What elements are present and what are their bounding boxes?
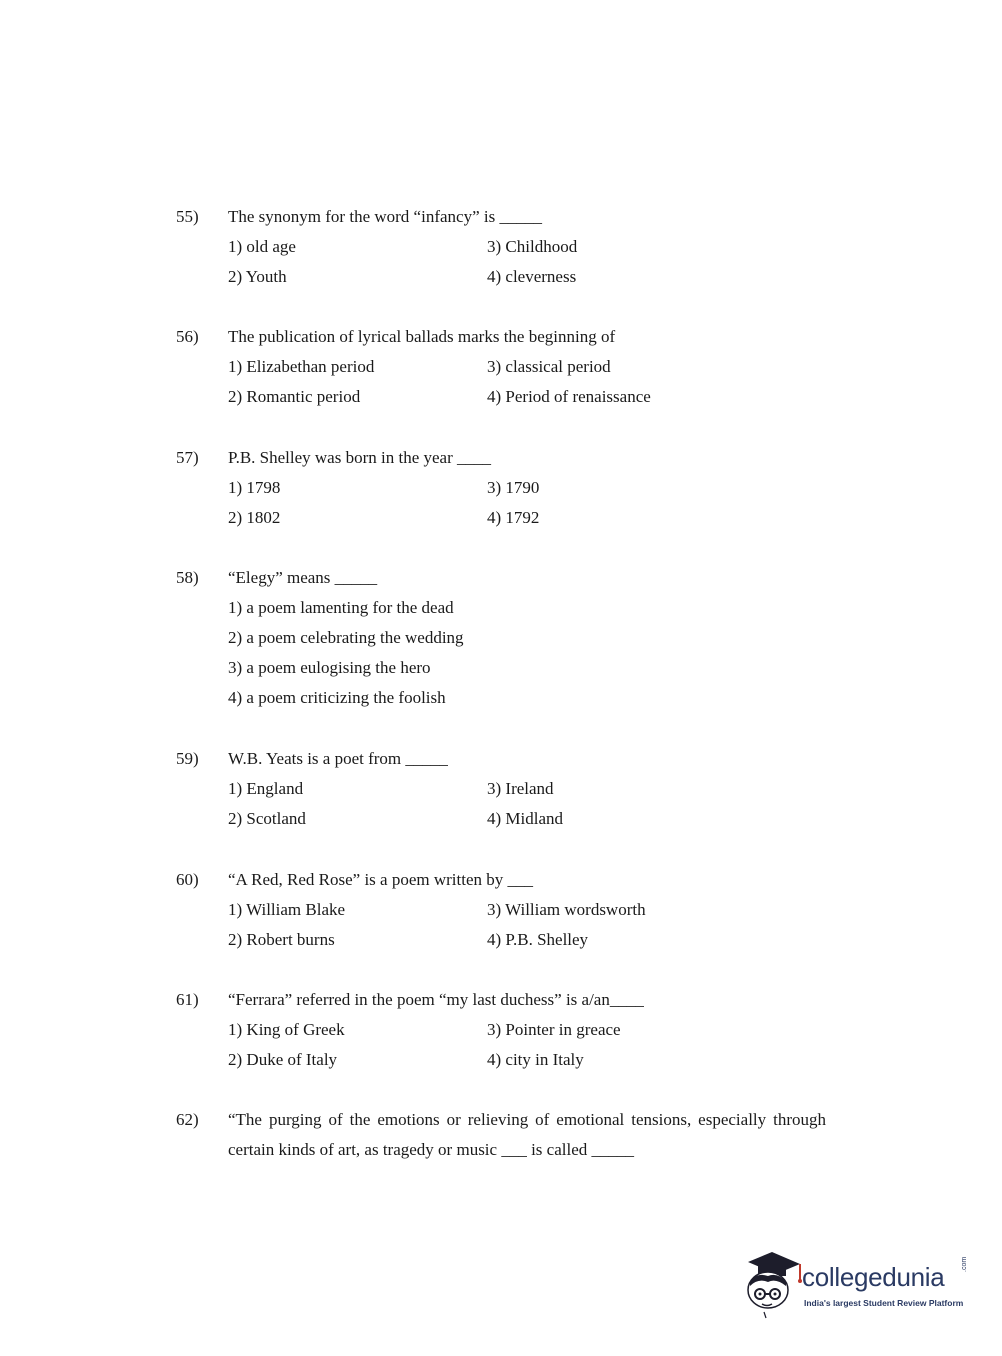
question-number: 55) bbox=[176, 207, 199, 226]
mascot-icon bbox=[742, 1246, 802, 1322]
collegedunia-logo[interactable] bbox=[742, 1246, 974, 1322]
option-1: 1) William Blake bbox=[228, 900, 346, 919]
question-61 bbox=[176, 985, 856, 1075]
question-number: 60) bbox=[176, 870, 199, 889]
brand-tagline: India's largest Student Review Platform bbox=[804, 1298, 964, 1308]
option-2: 2) Duke of Italy bbox=[228, 1050, 338, 1069]
question-number: 59) bbox=[176, 749, 199, 768]
question-stem: “The purging of the emotions or relieving of emotional tensions, especially through certain kinds of art, as tragedy or music ___ is called _____ bbox=[228, 1110, 826, 1159]
question-stem: “Elegy” means _____ bbox=[228, 568, 378, 587]
option-3: 3) 1790 bbox=[487, 478, 540, 497]
question-59 bbox=[176, 744, 856, 834]
option-3: 3) Ireland bbox=[487, 779, 554, 798]
option-4: 4) city in Italy bbox=[487, 1050, 584, 1069]
option-4: 4) P.B. Shelley bbox=[487, 930, 589, 949]
option-1: 1) Elizabethan period bbox=[228, 357, 375, 376]
question-stem: “Ferrara” referred in the poem “my last duchess” is a/an____ bbox=[228, 990, 644, 1009]
question-number: 62) bbox=[176, 1110, 199, 1129]
option-1: 1) King of Greek bbox=[228, 1020, 345, 1039]
question-number: 58) bbox=[176, 568, 199, 587]
option-1: 1) England bbox=[228, 779, 304, 798]
question-stem: The publication of lyrical ballads marks the beginning of bbox=[228, 327, 616, 346]
option-2: 2) Robert burns bbox=[228, 930, 335, 949]
option-4: 4) a poem criticizing the foolish bbox=[228, 688, 446, 707]
option-2: 2) a poem celebrating the wedding bbox=[228, 628, 464, 647]
option-1: 1) a poem lamenting for the dead bbox=[228, 598, 454, 617]
question-57 bbox=[176, 443, 856, 533]
question-56 bbox=[176, 322, 856, 412]
option-2: 2) Romantic period bbox=[228, 387, 361, 406]
option-2: 2) 1802 bbox=[228, 508, 281, 527]
brand-domain: .com bbox=[961, 1256, 968, 1272]
question-stem: W.B. Yeats is a poet from _____ bbox=[228, 749, 448, 768]
option-1: 1) 1798 bbox=[228, 478, 281, 497]
question-stem: P.B. Shelley was born in the year ____ bbox=[228, 448, 491, 467]
question-58 bbox=[176, 563, 856, 713]
option-4: 4) Midland bbox=[487, 809, 564, 828]
option-3: 3) classical period bbox=[487, 357, 611, 376]
question-number: 56) bbox=[176, 327, 199, 346]
option-3: 3) Pointer in greace bbox=[487, 1020, 621, 1039]
question-62 bbox=[176, 1105, 856, 1165]
option-4: 4) cleverness bbox=[487, 267, 577, 286]
option-1: 1) old age bbox=[228, 237, 296, 256]
option-2: 2) Scotland bbox=[228, 809, 306, 828]
question-60 bbox=[176, 865, 856, 955]
question-55 bbox=[176, 202, 856, 292]
question-number: 61) bbox=[176, 990, 199, 1009]
question-stem: The synonym for the word “infancy” is _____ bbox=[228, 207, 542, 226]
brand-name: collegedunia bbox=[802, 1262, 945, 1292]
question-number: 57) bbox=[176, 448, 199, 467]
option-4: 4) Period of renaissance bbox=[487, 387, 651, 406]
option-3: 3) Childhood bbox=[487, 237, 578, 256]
option-3: 3) a poem eulogising the hero bbox=[228, 658, 431, 677]
option-3: 3) William wordsworth bbox=[487, 900, 646, 919]
question-stem: “A Red, Red Rose” is a poem written by ___ bbox=[228, 870, 534, 889]
option-2: 2) Youth bbox=[228, 267, 287, 286]
option-4: 4) 1792 bbox=[487, 508, 540, 527]
